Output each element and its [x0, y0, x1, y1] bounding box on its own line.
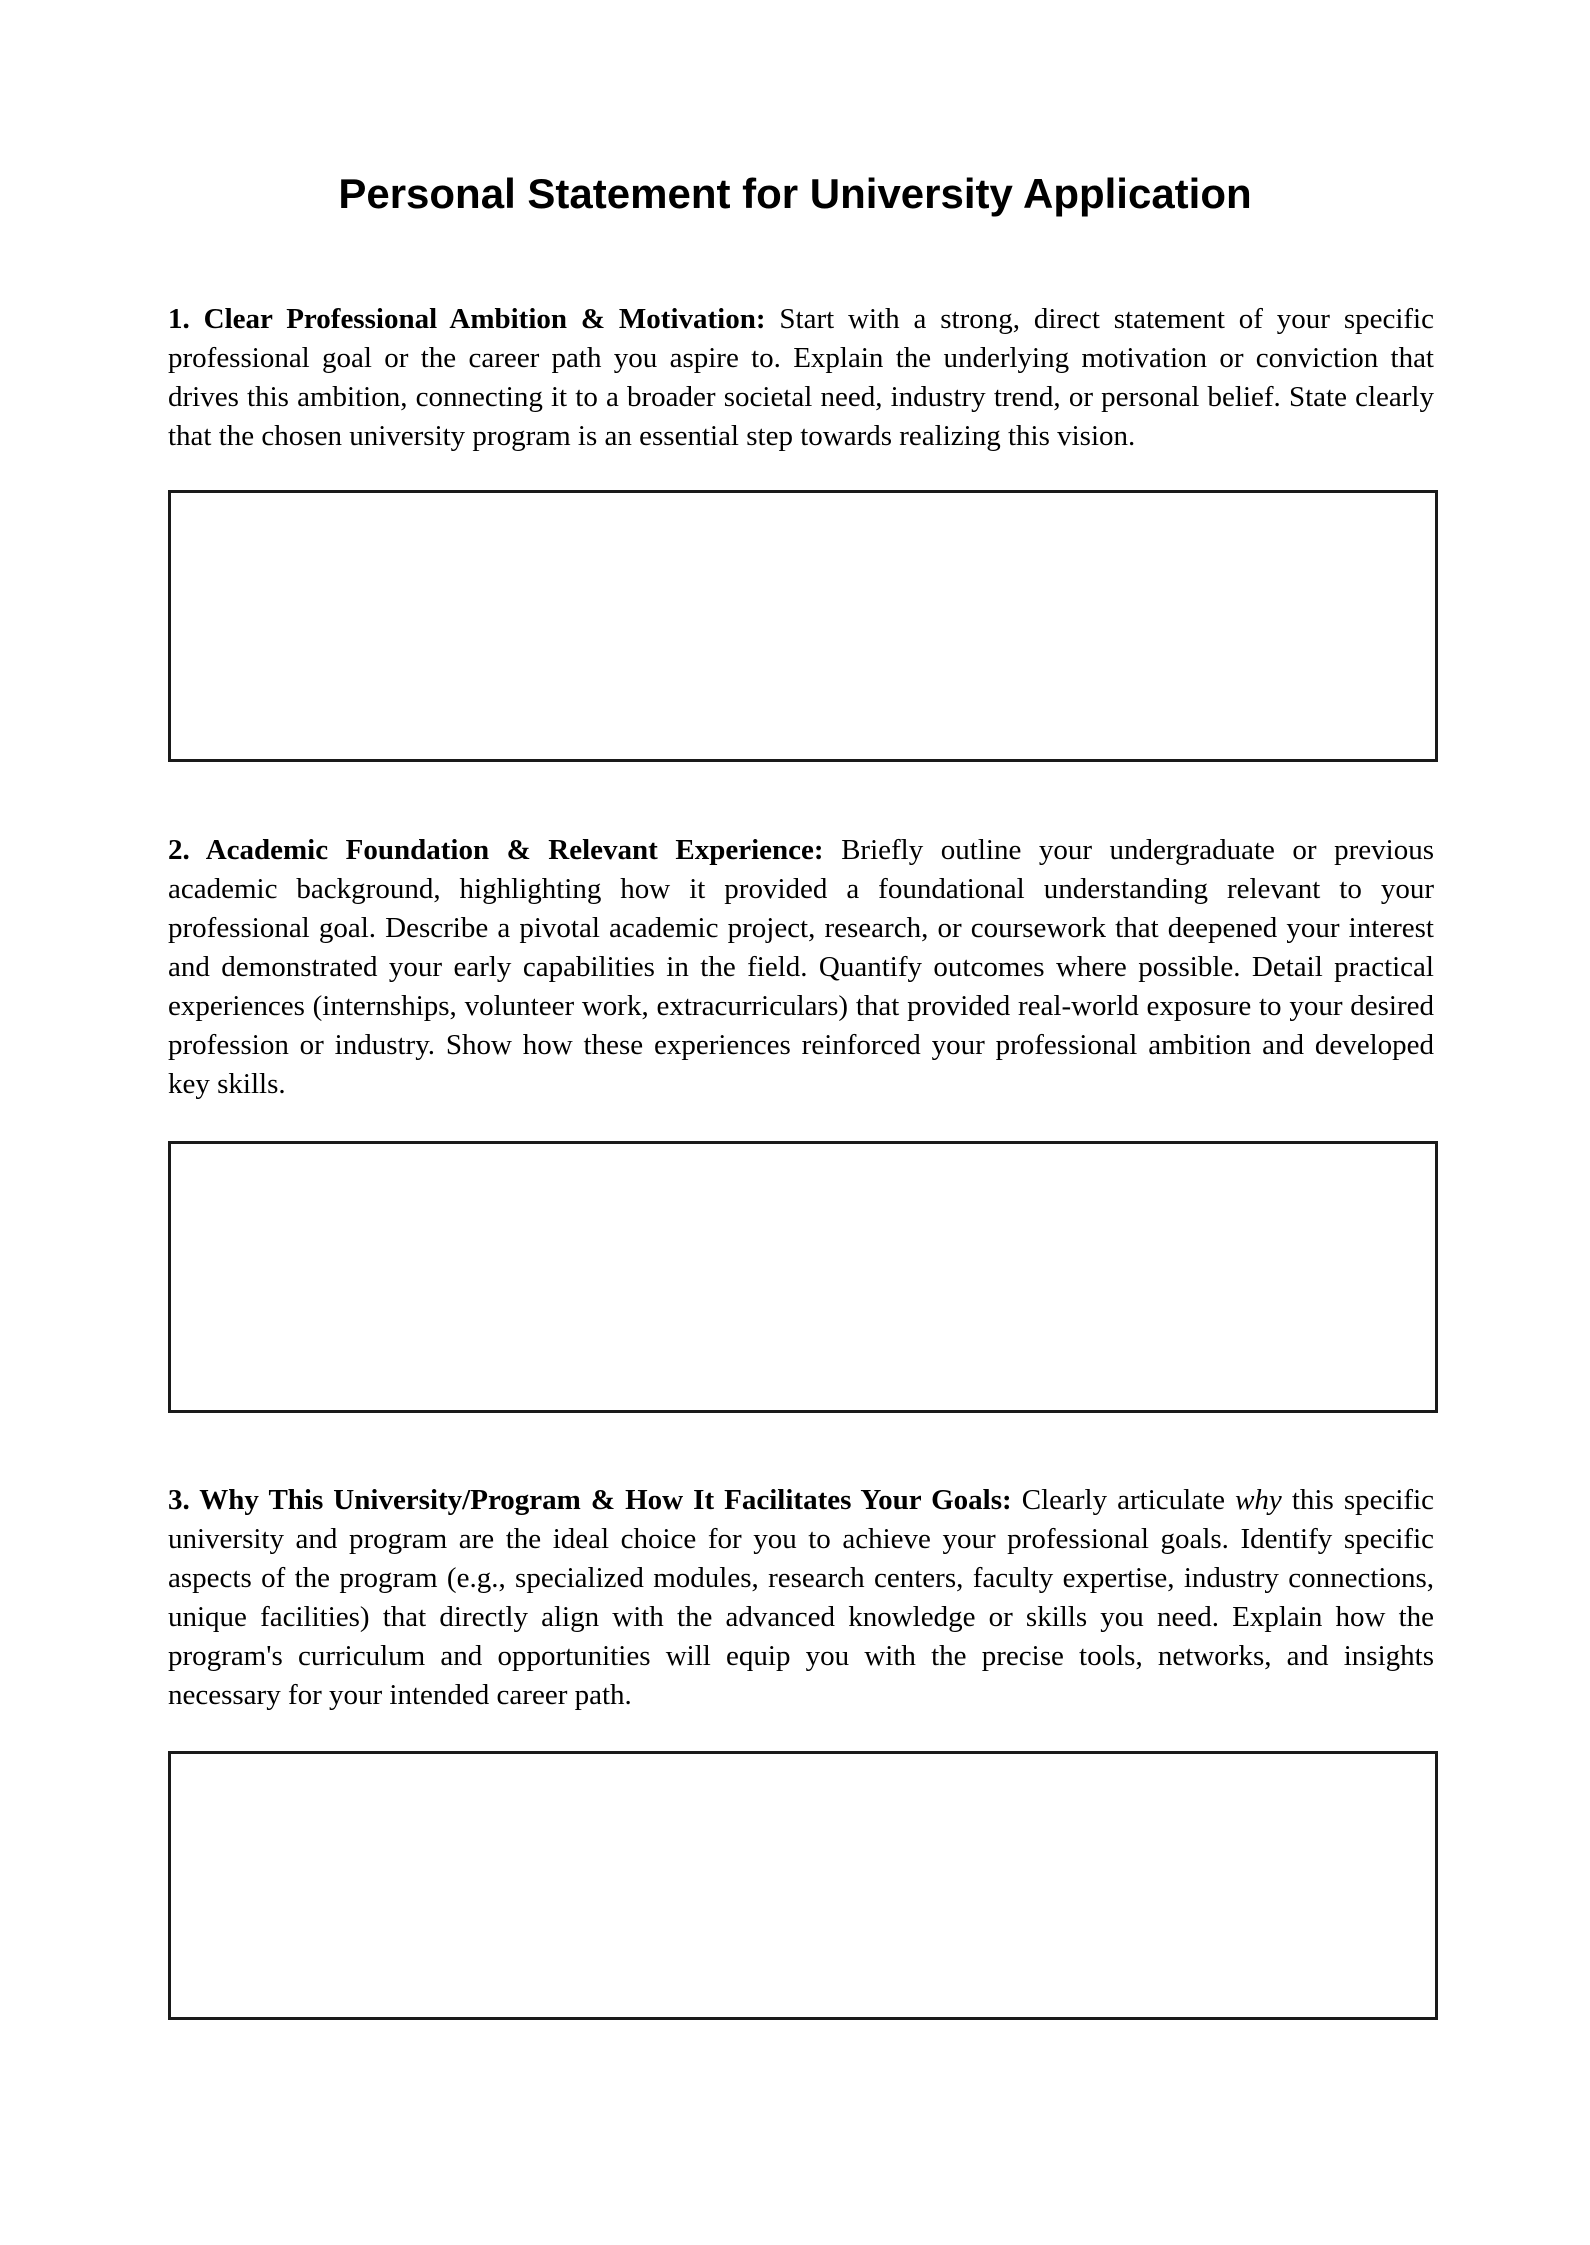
section-3-body-emphasis: why — [1235, 1484, 1282, 1516]
section-3-body-before: Clearly articulate — [1011, 1484, 1236, 1516]
section-1-heading: 1. Clear Professional Ambition & Motivation: — [168, 303, 766, 335]
section-3-heading: 3. Why This University/Program & How It Facilitates Your Goals: — [168, 1484, 1012, 1516]
section-3-answer-box[interactable] — [168, 1751, 1438, 2020]
section-1-prompt — [168, 300, 1434, 456]
section-1-answer-box[interactable] — [168, 490, 1438, 762]
section-2-prompt — [168, 831, 1434, 1104]
section-3-prompt — [168, 1481, 1434, 1715]
section-3-body-after: this specific university and program are the ideal choice for you to achieve your professional goals. Identify specific aspects of the program (e.g., specialized modules, research centers, faculty expertise, industry connections, unique facilities) that directly align with the advanced knowledge or skills you need. Explain how the program's curriculum and opportunities will equip you with the precise tools, networks, and insights necessary for your intended career path. — [168, 1484, 1434, 1711]
section-1-body: Start with a strong, direct statement of your specific professional goal or the career path you aspire to. Explain the underlying motivation or conviction that drives this ambition, connecting it to a broader societal need, industry trend, or personal belief. State clearly that the chosen university program is an essential step towards realizing this vision. — [168, 303, 1434, 452]
section-2-answer-box[interactable] — [168, 1141, 1438, 1413]
section-2-body: Briefly outline your undergraduate or previous academic background, highlighting how it provided a foundational understanding relevant to your professional goal. Describe a pivotal academic project, research, or coursework that deepened your interest and demonstrated your early capabilities in the field. Quantify outcomes where possible. Detail practical experiences (internships, volunteer work, extracurriculars) that provided real-world exposure to your desired profession or industry. Show how these experiences reinforced your professional ambition and developed key skills. — [168, 834, 1434, 1100]
page-title: Personal Statement for University Application — [338, 170, 1252, 217]
section-2-heading: 2. Academic Foundation & Relevant Experience: — [168, 834, 824, 866]
